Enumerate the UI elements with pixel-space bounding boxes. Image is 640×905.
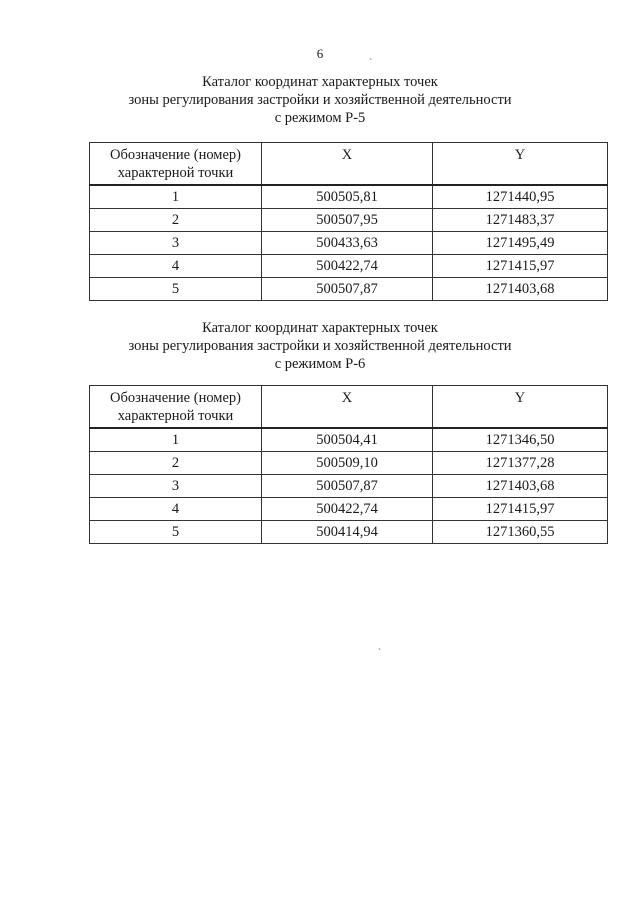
y-coordinate-cell: 1271483,37	[433, 208, 608, 231]
y-coordinate-cell: 1271403,68	[433, 277, 608, 300]
point-number-cell: 3	[90, 474, 262, 497]
x-coordinate-cell: 500504,41	[262, 428, 433, 452]
table-row	[90, 451, 608, 474]
title-line: зоны регулирования застройки и хозяйственной деятельности	[128, 338, 512, 354]
point-number-cell: 2	[90, 208, 262, 231]
point-number-cell: 5	[90, 277, 262, 300]
table-row	[90, 254, 608, 277]
table-row	[90, 474, 608, 497]
scan-speck: `	[369, 58, 373, 69]
x-coordinate-cell: 500422,74	[262, 254, 433, 277]
table-row	[90, 520, 608, 543]
point-number-cell: 3	[90, 231, 262, 254]
x-coordinate-cell: 500507,87	[262, 474, 433, 497]
table-row	[90, 231, 608, 254]
table-header-row	[90, 143, 608, 185]
table-row	[90, 497, 608, 520]
x-coordinate-cell: 500507,87	[262, 277, 433, 300]
scan-speck: `	[378, 648, 382, 659]
catalog-title-r5	[0, 73, 640, 127]
y-coordinate-cell: 1271346,50	[433, 428, 608, 452]
x-coordinate-cell: 500507,95	[262, 208, 433, 231]
point-number-cell: 5	[90, 520, 262, 543]
table-row	[90, 185, 608, 209]
column-header-x: X	[262, 143, 433, 185]
y-coordinate-cell: 1271360,55	[433, 520, 608, 543]
column-header-y: Y	[433, 386, 608, 428]
y-coordinate-cell: 1271415,97	[433, 254, 608, 277]
x-coordinate-cell: 500433,63	[262, 231, 433, 254]
table-row	[90, 277, 608, 300]
coordinates-table-r6	[89, 385, 608, 544]
point-number-cell: 1	[90, 185, 262, 209]
x-coordinate-cell: 500505,81	[262, 185, 433, 209]
column-header-x: X	[262, 386, 433, 428]
y-coordinate-cell: 1271495,49	[433, 231, 608, 254]
point-number-cell: 4	[90, 254, 262, 277]
coordinates-table-r5	[89, 142, 608, 301]
x-coordinate-cell: 500422,74	[262, 497, 433, 520]
y-coordinate-cell: 1271377,28	[433, 451, 608, 474]
x-coordinate-cell: 500509,10	[262, 451, 433, 474]
y-coordinate-cell: 1271440,95	[433, 185, 608, 209]
table-row	[90, 208, 608, 231]
table-header-row	[90, 386, 608, 428]
title-line: Каталог координат характерных точек	[202, 320, 438, 336]
column-header-point: Обозначение (номер) характерной точки	[90, 386, 262, 428]
column-header-point: Обозначение (номер) характерной точки	[90, 143, 262, 185]
column-header-y: Y	[433, 143, 608, 185]
point-number-cell: 1	[90, 428, 262, 452]
x-coordinate-cell: 500414,94	[262, 520, 433, 543]
title-line: с режимом Р-6	[274, 356, 366, 372]
title-line: с режимом Р-5	[274, 110, 366, 126]
point-number-cell: 2	[90, 451, 262, 474]
title-line: зоны регулирования застройки и хозяйственной деятельности	[128, 92, 512, 108]
catalog-title-r6	[0, 319, 640, 373]
y-coordinate-cell: 1271415,97	[433, 497, 608, 520]
page-number: 6	[316, 46, 324, 61]
table-row	[90, 428, 608, 452]
y-coordinate-cell: 1271403,68	[433, 474, 608, 497]
point-number-cell: 4	[90, 497, 262, 520]
title-line: Каталог координат характерных точек	[202, 74, 438, 90]
